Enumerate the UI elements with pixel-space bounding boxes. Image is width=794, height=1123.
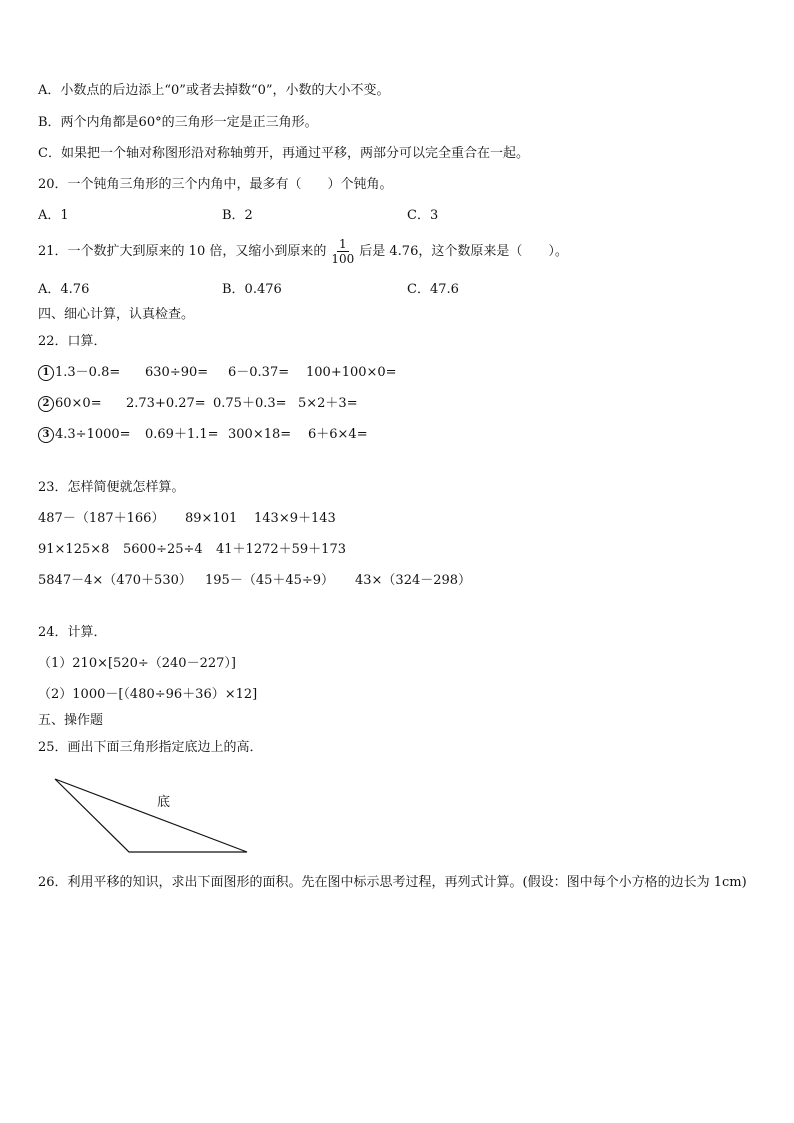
q21-stem-before: 21．一个数扩大到原来的 10 倍，又缩小到原来的: [38, 244, 327, 259]
q23-row: [38, 510, 336, 528]
q24-title: 24．计算．: [38, 625, 107, 640]
q21-stem: [38, 236, 568, 268]
q21-fraction: [329, 237, 356, 266]
triangle-base-label: 底: [157, 795, 171, 810]
q23-item: 487－（187＋166）: [38, 511, 165, 526]
q23-item: 5847－4×（470＋530）: [38, 573, 192, 588]
q22-row: [38, 395, 358, 413]
circled-number-3: 3: [38, 427, 54, 443]
q22-item: 300×18=: [228, 427, 292, 442]
q24-part-2: （2）1000－[（480÷96＋36）×12]: [38, 687, 258, 702]
fraction-numerator: 1: [338, 237, 347, 251]
q22-item: 60×0=: [55, 396, 102, 411]
q22-item: 0.75＋0.3=: [213, 396, 287, 411]
q22-item: 630÷90=: [145, 365, 209, 380]
q20-option-a: A．1: [38, 208, 69, 223]
q23-row: [38, 541, 346, 559]
q23-item: 91×125×8: [38, 542, 110, 557]
q22-item: 2.73+0.27=: [126, 396, 206, 411]
q22-item: 5×2＋3=: [298, 396, 358, 411]
q22-item: 4.3÷1000=: [55, 427, 131, 442]
q22-row: [38, 426, 368, 444]
q23-item: 41＋1272＋59＋173: [216, 542, 346, 557]
q22-item: 6＋6×4=: [308, 427, 368, 442]
q22-item: 6－0.37=: [228, 365, 290, 380]
q22-item: 1.3－0.8=: [55, 365, 121, 380]
triangle-shape: [55, 779, 247, 852]
q23-title: 23．怎样简便就怎样算。: [38, 480, 185, 495]
q23-item: 43×（324－298）: [355, 573, 472, 588]
q23-row: [38, 572, 471, 590]
q22-item: 0.69＋1.1=: [145, 427, 219, 442]
q19-option-c: C．如果把一个轴对称图形沿对称轴剪开，再通过平移，两部分可以完全重合在一起。: [38, 146, 529, 161]
q24-part-1: （1）210×[520÷（240－227）]: [38, 656, 236, 671]
q23-item: 5600÷25÷4: [123, 542, 203, 557]
q25-title: 25．画出下面三角形指定底边上的高．: [38, 740, 263, 755]
q19-option-b: B．两个内角都是60°的三角形一定是正三角形。: [38, 115, 318, 130]
q22-row: [38, 364, 397, 382]
fraction-denominator: 100: [331, 252, 355, 266]
q20-stem: 20．一个钝角三角形的三个内角中，最多有（ ）个钝角。: [38, 177, 393, 192]
q19-option-a: A．小数点的后边添上“0”或者去掉数“0”，小数的大小不变。: [38, 83, 390, 98]
triangle-figure: [50, 775, 255, 860]
section-4-heading: 四、细心计算，认真检查。: [38, 307, 195, 322]
q23-item: 195－（45＋45÷9）: [205, 573, 335, 588]
q23-item: 143×9＋143: [254, 511, 336, 526]
q20-option-b: B．2: [222, 208, 253, 223]
q22-title: 22．口算．: [38, 334, 107, 349]
section-5-heading: 五、操作题: [38, 713, 104, 728]
q20-option-c: C．3: [407, 208, 439, 223]
circled-number-2: 2: [38, 396, 54, 412]
q22-item: 100+100×0=: [306, 365, 397, 380]
q21-option-b: B．0.476: [222, 282, 282, 297]
q23-item: 89×101: [185, 511, 238, 526]
q21-stem-after: 后是 4.76，这个数原来是（ ）。: [359, 244, 568, 259]
q21-option-a: A．4.76: [38, 282, 90, 297]
q21-option-c: C．47.6: [407, 282, 459, 297]
circled-number-1: 1: [38, 365, 54, 381]
q26-text: 26．利用平移的知识，求出下面图形的面积。先在图中标示思考过程，再列式计算。(假设：图中每个小方格的边长为 1cm): [38, 875, 747, 890]
